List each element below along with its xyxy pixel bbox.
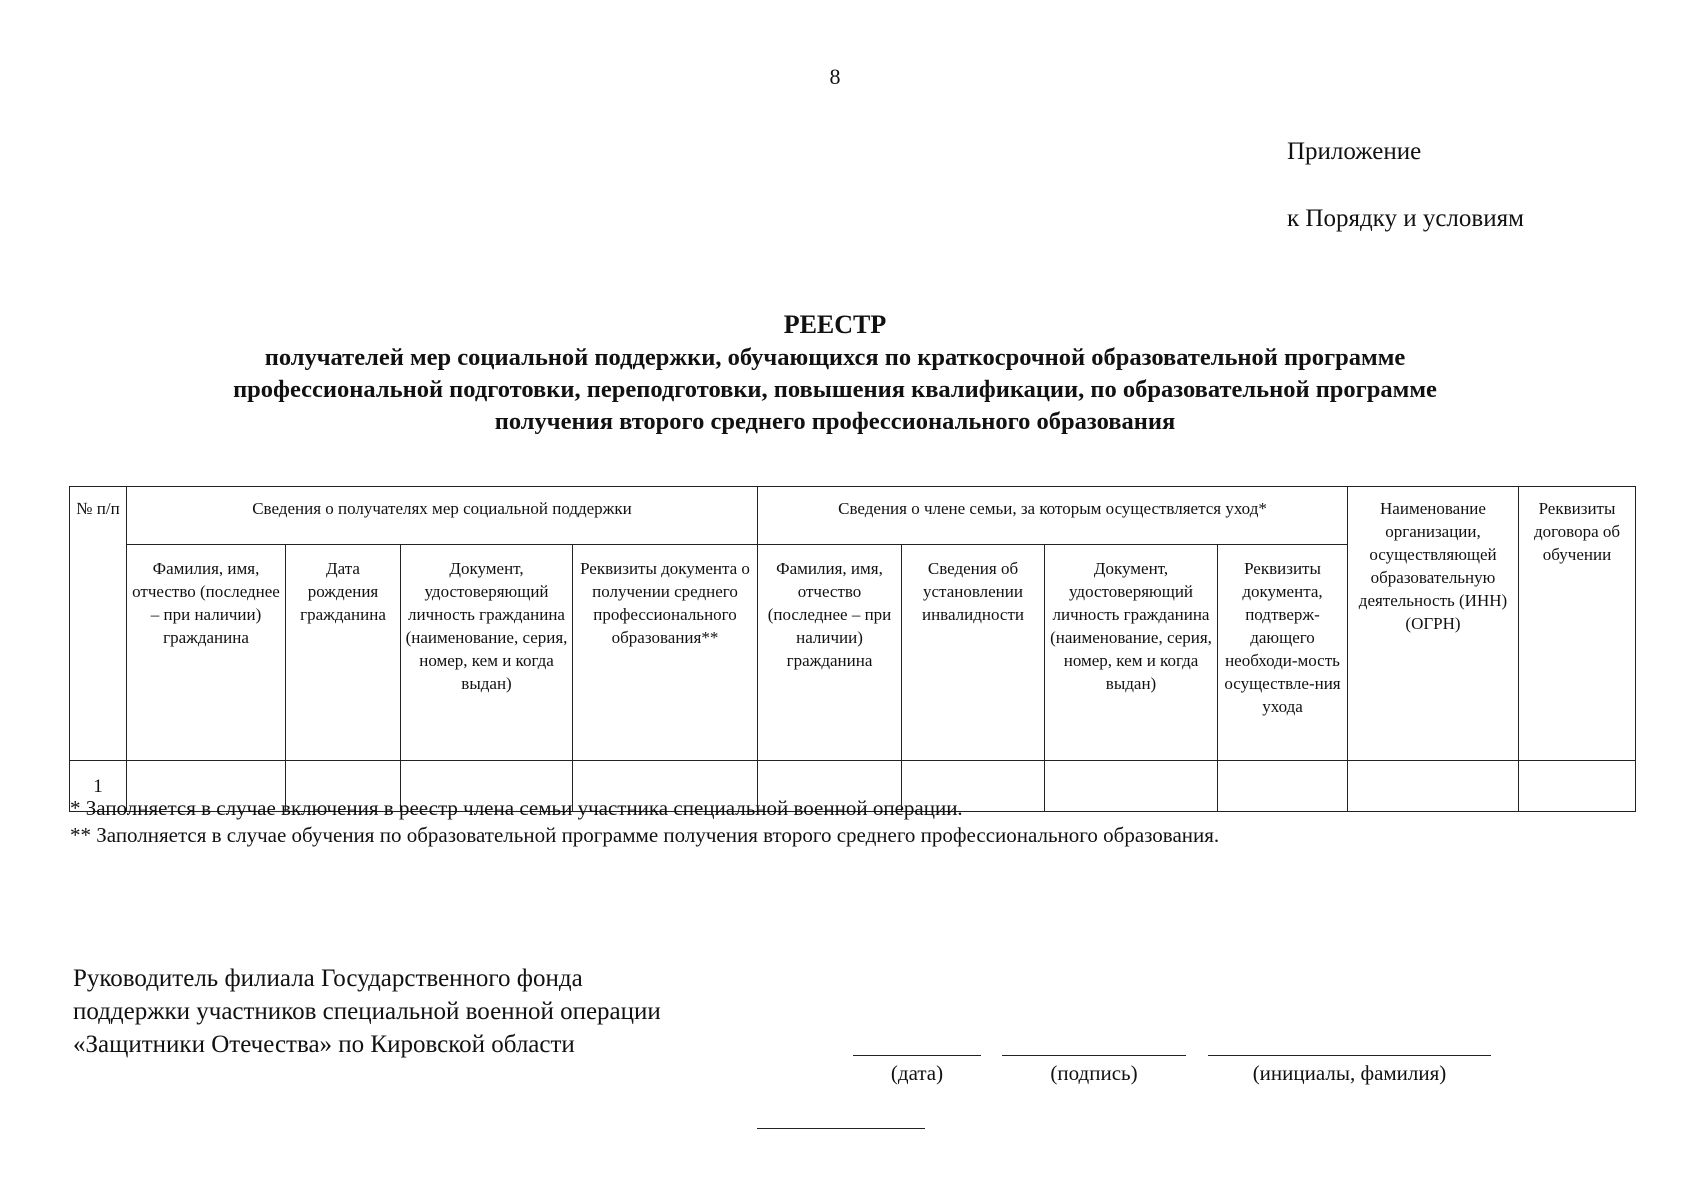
registry-table — [69, 486, 1636, 812]
footnote-family-member: * Заполняется в случае включения в реестр члена семьи участника специальной военной операции. — [70, 796, 963, 820]
title-line-1: получателей мер социальной поддержки, обучающихся по краткосрочной образовательной программе — [264, 344, 1406, 371]
signature-label: (подпись) — [1050, 1061, 1138, 1085]
signatory-title — [73, 962, 661, 1061]
header-family-member-name: Фамилия, имя, отчество (последнее – при наличии) гражданина — [758, 545, 902, 761]
table-cell — [1519, 761, 1636, 812]
header-recipient-name: Фамилия, имя, отчество (последнее – при наличии) гражданина — [127, 545, 286, 761]
table-cell — [1348, 761, 1519, 812]
header-group-recipients: Сведения о получателях мер социальной поддержки — [127, 487, 758, 545]
header-recipient-id-document: Документ, удостоверяющий личность гражданина (наименование, серия, номер, кем и когда выдан) — [401, 545, 573, 761]
signatory-line-3: «Защитники Отечества» по Кировской области — [73, 1031, 575, 1058]
header-contract-details: Реквизиты договора об обучении — [1519, 487, 1636, 761]
header-group-family-member: Сведения о члене семьи, за которым осуществляется уход* — [758, 487, 1348, 545]
signatory-line-2: поддержки участников специальной военной операции — [73, 998, 661, 1025]
header-row-number: № п/п — [70, 487, 127, 761]
name-label: (инициалы, фамилия) — [1252, 1061, 1447, 1085]
name-line — [1208, 1055, 1491, 1056]
appendix-reference: к Порядку и условиям — [1287, 205, 1524, 232]
document-title — [0, 308, 1670, 438]
header-recipient-birthdate: Дата рождения гражданина — [286, 545, 401, 761]
header-recipient-education-document: Реквизиты документа о получении среднего профессионального образования** — [573, 545, 758, 761]
date-line — [853, 1055, 981, 1056]
table-cell — [1045, 761, 1218, 812]
appendix-label: Приложение — [1287, 138, 1422, 165]
table-cell — [1218, 761, 1348, 812]
title-line-2: профессиональной подготовки, переподготовки, повышения квалификации, по образовательной программе — [233, 376, 1437, 403]
header-family-care-document: Реквизиты документа, подтверж-дающего необходи-мость осуществле-ния ухода — [1218, 545, 1348, 761]
title-line-3: получения второго среднего профессионального образования — [494, 408, 1176, 435]
signatory-line-1: Руководитель филиала Государственного фонда — [73, 965, 583, 992]
date-label: (дата) — [890, 1061, 944, 1085]
footnote-second-education: ** Заполняется в случае обучения по образовательной программе получения второго среднего профессионального образования. — [70, 823, 1220, 847]
header-family-id-document: Документ, удостоверяющий личность гражданина (наименование, серия, номер, кем и когда выдан) — [1045, 545, 1218, 761]
title-main: РЕЕСТР — [783, 310, 887, 339]
row-number-cell: 1 — [70, 761, 127, 812]
signature-line — [1002, 1055, 1186, 1056]
header-family-disability: Сведения об установлении инвалидности — [902, 545, 1045, 761]
bottom-separator-line — [757, 1128, 925, 1129]
header-organization: Наименование организации, осуществляющей образовательную деятельность (ИНН) (ОГРН) — [1348, 487, 1519, 761]
page-number: 8 — [829, 64, 841, 89]
